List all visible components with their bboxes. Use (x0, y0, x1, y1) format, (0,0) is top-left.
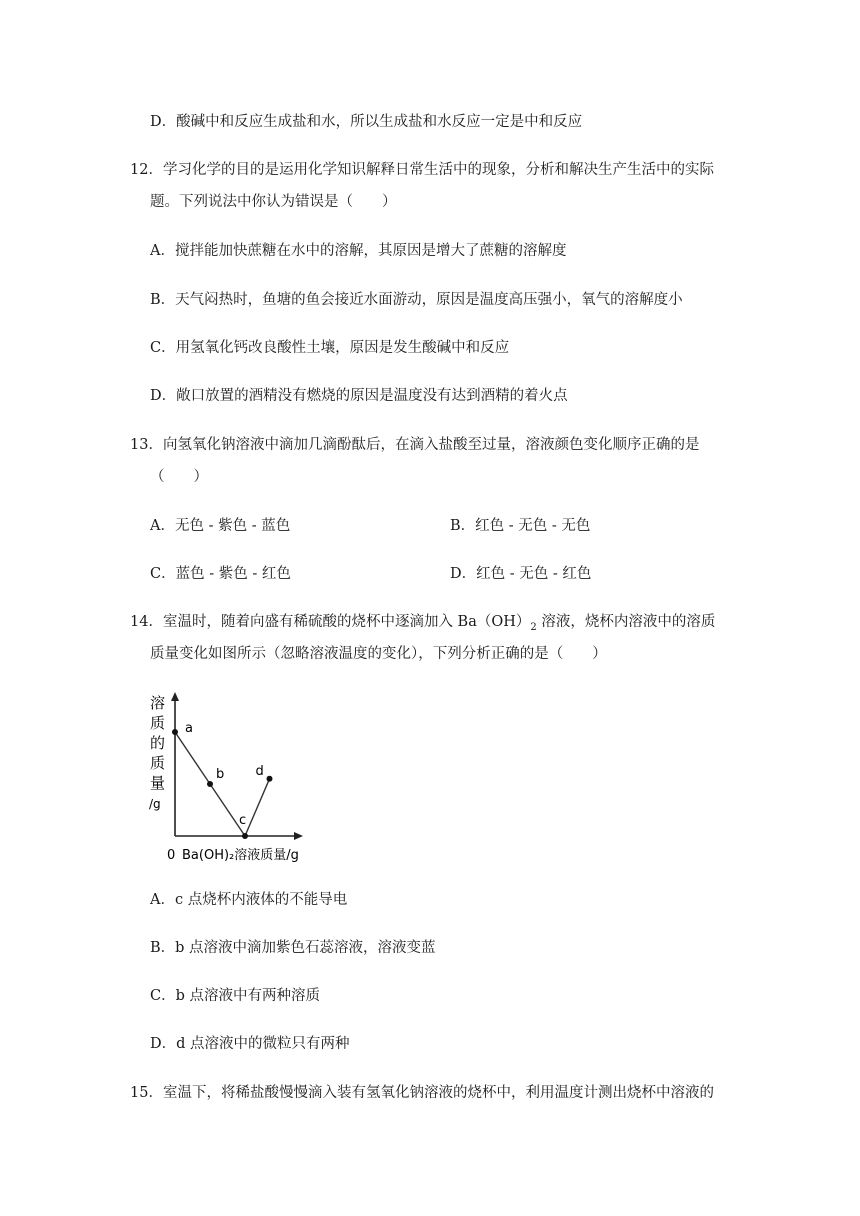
y-axis-arrow (171, 692, 179, 701)
solute-mass-chart (140, 690, 340, 870)
point-b (207, 781, 213, 787)
point-label-b: b (216, 767, 225, 782)
y-axis-label-char: 质 (150, 754, 166, 772)
q13-stem-line2: （ ） (150, 469, 208, 485)
q13-option-a: A．无色 - 紫色 - 蓝色 (150, 518, 291, 534)
q12-option-b: B．天气闷热时，鱼塘的鱼会接近水面游动，原因是温度高压强小，氧气的溶解度小 (150, 292, 683, 308)
q14-stem-subscript: 2 (530, 622, 537, 633)
point-c (242, 833, 248, 839)
y-axis-label-char: 的 (150, 734, 166, 752)
y-axis-label-char: 质 (150, 714, 166, 732)
q15-stem-line1: 15．室温下，将稀盐酸慢慢滴入装有氢氧化钠溶液的烧杯中，利用温度计测出烧杯中溶液的 (130, 1085, 714, 1101)
series-line-2 (245, 779, 270, 836)
point-label-c: c (239, 813, 247, 828)
q11-option-d: D．酸碱中和反应生成盐和水，所以生成盐和水反应一定是中和反应 (150, 114, 583, 130)
q13-option-b: B．红色 - 无色 - 无色 (450, 518, 591, 534)
q14-stem-line2: 质量变化如图所示（忽略溶液温度的变化），下列分析正确的是（ ） (150, 646, 607, 662)
q12-stem-line2: 题。下列说法中你认为错误是（ ） (150, 194, 397, 210)
q13-option-d: D．红色 - 无色 - 红色 (450, 566, 592, 582)
q14-option-d: D．d 点溶液中的微粒只有两种 (150, 1036, 350, 1052)
q12-option-a: A．搅拌能加快蔗糖在水中的溶解，其原因是增大了蔗糖的溶解度 (150, 243, 567, 259)
q12-option-c: C．用氢氧化钙改良酸性土壤，原因是发生酸碱中和反应 (150, 340, 510, 356)
point-a (172, 729, 178, 735)
y-axis-label-char: 溶 (150, 694, 166, 712)
point-label-a: a (185, 721, 193, 736)
q14-option-a: A．c 点烧杯内液体的不能导电 (150, 892, 348, 908)
q14-option-b: B．b 点溶液中滴加紫色石蕊溶液，溶液变蓝 (150, 940, 436, 956)
point-d (267, 776, 273, 782)
q14-stem-line1 (130, 612, 715, 634)
point-label-d: d (255, 763, 264, 779)
x-axis-label: Ba(OH)₂溶液质量/g (182, 848, 299, 863)
x-axis-arrow (294, 832, 303, 840)
q13-option-c: C．蓝色 - 紫色 - 红色 (150, 566, 291, 582)
y-axis-label-char: /g (149, 797, 161, 811)
y-axis-label-char: 量 (150, 774, 166, 792)
origin-label: 0 (167, 848, 176, 863)
q12-option-d: D．敞口放置的酒精没有燃烧的原因是温度没有达到酒精的着火点 (150, 388, 568, 404)
q14-stem-post: 溶液，烧杯内溶液中的溶质 (536, 614, 716, 630)
q12-stem-line1: 12．学习化学的目的是运用化学知识解释日常生活中的现象，分析和解决生产生活中的实际 (130, 162, 714, 178)
y-axis-label (149, 694, 165, 811)
q14-stem-pre: 14．室温时，随着向盛有稀硫酸的烧杯中逐滴加入 Ba（OH） (130, 614, 531, 630)
q13-stem-line1: 13．向氢氧化钠溶液中滴加几滴酚酞后，在滴入盐酸至过量，溶液颜色变化顺序正确的是 (130, 437, 700, 453)
q14-option-c: C．b 点溶液中有两种溶质 (150, 988, 320, 1004)
